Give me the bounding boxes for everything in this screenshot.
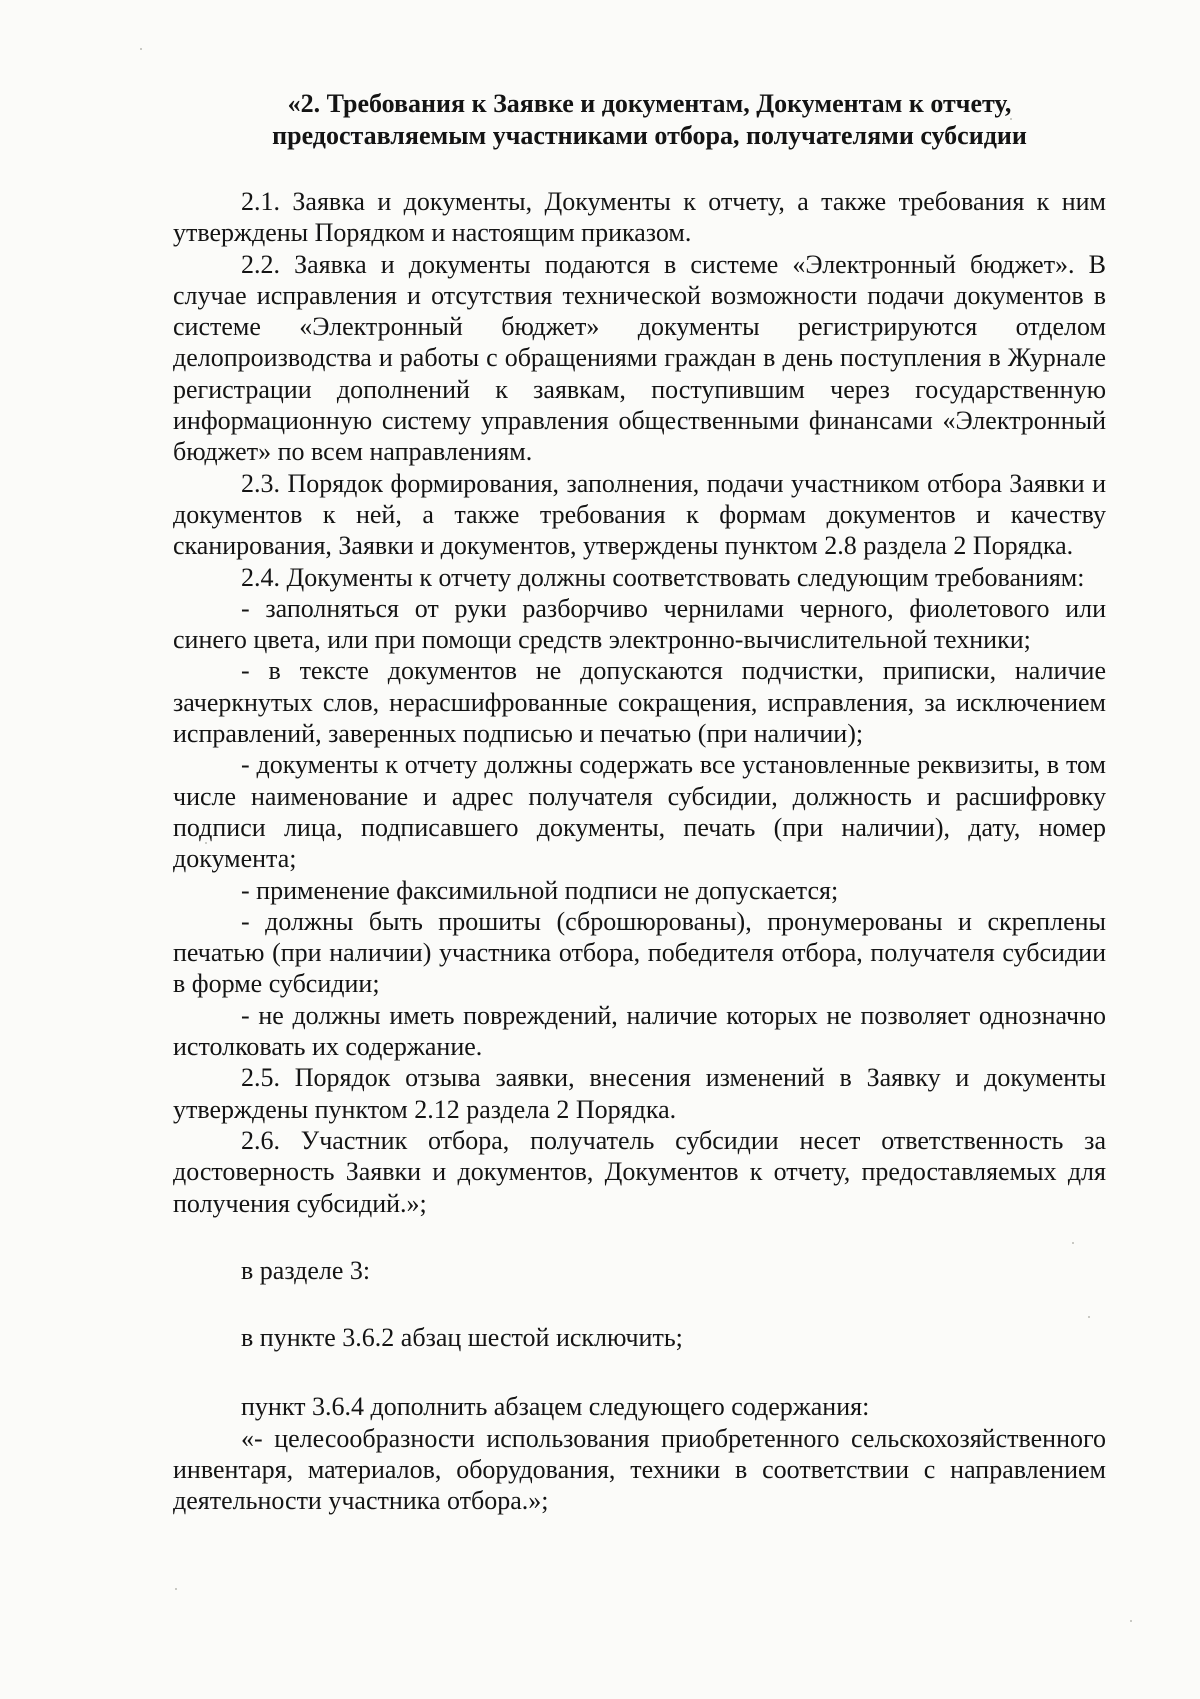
scan-speck (205, 842, 207, 844)
requirement-item: - применение факсимильной подписи не допускается; (241, 875, 839, 905)
paragraph-2-5: 2.5. Порядок отзыва заявки, внесения изменений в Заявку и документы утверждены пунктом 2.12 раздела 2 Порядка. (173, 1063, 1106, 1124)
document-title (173, 88, 1106, 152)
scan-speck (1088, 1316, 1090, 1318)
paragraph-2-1: 2.1. Заявка и документы, Документы к отчету, а также требования к ним утверждены Порядком и настоящим приказом. (173, 187, 1106, 248)
title-line-1: «2. Требования к Заявке и документам, Документам к отчету, (287, 89, 1012, 118)
scan-speck (140, 48, 142, 50)
requirement-item: - заполняться от руки разборчиво чернилами черного, фиолетового или синего цвета, или при помощи средств электронно-вычислительной техники; (173, 593, 1106, 655)
instruction-3-6-2: в пункте 3.6.2 абзац шестой исключить; (241, 1323, 683, 1353)
scan-speck (1130, 1620, 1132, 1622)
requirement-item: - в тексте документов не допускаются подчистки, приписки, наличие зачеркнутых слов, нерасшифрованные сокращения, исправления, за исключением исправлений, заверенных подписью и печатью (при наличии); (173, 656, 1106, 749)
instruction-3-6-4: пункт 3.6.4 дополнить абзацем следующего содержания: (241, 1392, 870, 1422)
scan-speck (1072, 1242, 1074, 1244)
section-3-heading: в разделе 3: (241, 1255, 371, 1285)
paragraph-2-3: 2.3. Порядок формирования, заполнения, подачи участником отбора Заявки и документов к ней, а также требования к формам документов и качеству сканирования, Заявки и документов, утверждены пунктом 2.8 раздела 2 Порядка. (173, 468, 1106, 561)
requirement-item: - не должны иметь повреждений, наличие которых не позволяет однозначно истолковать их содержание. (173, 1000, 1106, 1062)
requirement-item: - документы к отчету должны содержать все установленные реквизиты, в том числе наименование и адрес получателя субсидии, должность и расшифровку подписи лица, подписавшего документы, печать (при наличии), дату, номер документа; (173, 750, 1106, 874)
title-line-2: предоставляемым участниками отбора, получателями субсидии (272, 121, 1027, 150)
requirement-item: - должны быть прошиты (сброшюрованы), пронумерованы и скреплены печатью (при наличии) участника отбора, победителя отбора, получателя субсидии в форме субсидии; (173, 906, 1106, 999)
paragraph-2-6: 2.6. Участник отбора, получатель субсидии несет ответственность за достоверность Заявки и документов, Документов к отчету, предоставляемых для получения субсидий.»; (173, 1125, 1106, 1218)
scan-speck (175, 1588, 177, 1590)
scan-speck (1010, 118, 1012, 120)
paragraph-2-2: 2.2. Заявка и документы подаются в системе «Электронный бюджет». В случае исправления и отсутствия технической возможности подачи документов в системе «Электронный бюджет» документы регистрируются отделом делопроизводства и работы с обращениями граждан в день поступления в Журнале регистрации дополнений к заявкам, поступившим через государственную информационную систему управления общественными финансами «Электронный бюджет» по всем направлениям. (173, 249, 1106, 467)
paragraph-2-4: 2.4. Документы к отчету должны соответствовать следующим требованиям: (241, 562, 1085, 592)
added-paragraph: «- целесообразности использования приобретенного сельскохозяйственного инвентаря, материалов, оборудования, техники в соответствии с направлением деятельности участника отбора.»; (173, 1423, 1106, 1516)
